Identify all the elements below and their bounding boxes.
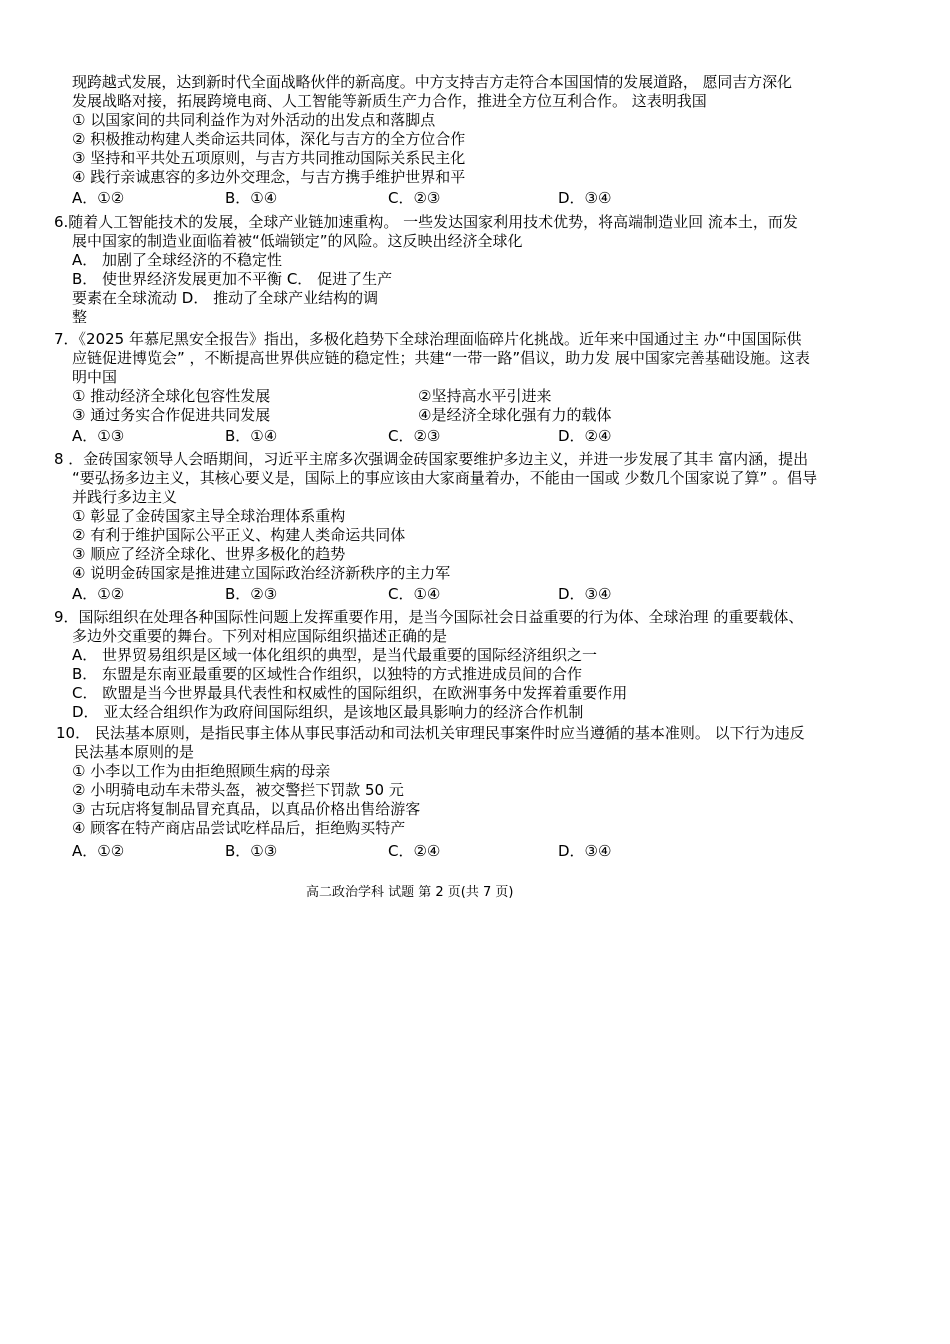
q7-statement-2: ②坚持高水平引进来 [418, 387, 552, 405]
q5-statement-4: ④ 践行亲诚惠容的多边外交理念，与吉方携手维护世界和平 [72, 168, 466, 186]
q5-statement-3: ③ 坚持和平共处五项原则，与吉方共同推动国际关系民主化 [72, 149, 466, 167]
q7-stem-line-2: 应链促进博览会” ，不断提高世界供应链的稳定性；共建“一带一路”倡议，助力发 展中国家完善基础设施。这表 [72, 349, 810, 367]
q8-statement-4: ④ 说明金砖国家是推进建立国际政治经济新秩序的主力军 [72, 564, 451, 582]
q9-stem-line-2: 多边外交重要的舞台。下列对相应国际组织描述正确的是 [72, 627, 448, 645]
q9-option-b[interactable]: B． 东盟是东南亚最重要的区域性合作组织，以独特的方式推进成员间的合作 [72, 665, 583, 683]
q8-stem-line-3: 并践行多边主义 [72, 488, 178, 506]
q6-option-line-3[interactable]: 要素在全球流动 D． 推动了全球产业结构的调 [72, 289, 379, 307]
q10-option-c[interactable]: C．②④ [388, 842, 441, 860]
q6-option-line-4[interactable]: 整 [72, 308, 88, 326]
q5-option-b[interactable]: B．①④ [225, 189, 278, 207]
q9-stem-line-1: 9．国际组织在处理各种国际性问题上发挥重要作用，是当今国际社会日益重要的行为体、全球治理 的重要载体、 [54, 608, 804, 626]
q5-option-d[interactable]: D．③④ [558, 189, 612, 207]
q10-stem-line-1: 10． 民法基本原则，是指民事主体从事民事活动和司法机关审理民事案件时应当遵循的基本准则。 以下行为违反 [56, 724, 805, 742]
q5-option-a[interactable]: A．①② [72, 189, 125, 207]
q10-option-d[interactable]: D．③④ [558, 842, 612, 860]
q7-option-a[interactable]: A．①③ [72, 427, 125, 445]
q7-option-d[interactable]: D．②④ [558, 427, 612, 445]
q7-stem-line-3: 明中国 [72, 368, 118, 386]
q8-statement-2: ② 有利于维护国际公平正义、构建人类命运共同体 [72, 526, 406, 544]
q8-option-a[interactable]: A．①② [72, 585, 125, 603]
q10-stem-line-2: 民法基本原则的是 [74, 743, 195, 761]
q7-statement-1: ① 推动经济全球化包容性发展 [72, 387, 271, 405]
q8-statement-3: ③ 顺应了经济全球化、世界多极化的趋势 [72, 545, 346, 563]
q7-statement-3: ③ 通过务实合作促进共同发展 [72, 406, 271, 424]
q8-option-c[interactable]: C．①④ [388, 585, 441, 603]
q7-option-b[interactable]: B．①④ [225, 427, 278, 445]
q8-stem-line-2: “要弘扬多边主义，其核心要义是，国际上的事应该由大家商量着办，不能由一国或 少数几个国家说了算” 。倡导 [72, 469, 818, 487]
page-footer: 高二政治学科 试题 第 2 页(共 7 页) [306, 885, 514, 900]
q10-statement-2: ② 小明骑电动车未带头盔，被交警拦下罚款 50 元 [72, 781, 404, 799]
q7-option-c[interactable]: C．②③ [388, 427, 441, 445]
q5-option-c[interactable]: C．②③ [388, 189, 441, 207]
q10-option-a[interactable]: A．①② [72, 842, 125, 860]
q10-statement-4: ④ 顾客在特产商店品尝试吃样品后，拒绝购买特产 [72, 819, 406, 837]
q7-statement-4: ④是经济全球化强有力的载体 [418, 406, 612, 424]
q5-stem-line-2: 发展战略对接，拓展跨境电商、人工智能等新质生产力合作，推进全方位互利合作。 这表明我国 [72, 92, 707, 110]
q5-statement-2: ② 积极推动构建人类命运共同体，深化与吉方的全方位合作 [72, 130, 466, 148]
q6-stem-line-1: 6.随着人工智能技术的发展，全球产业链加速重构。 一些发达国家利用技术优势，将高端制造业回 流本土，而发 [54, 213, 798, 231]
q6-option-line-1[interactable]: A． 加剧了全球经济的不稳定性 [72, 251, 283, 269]
q9-option-d[interactable]: D． 亚太经合组织作为政府间国际组织，是该地区最具影响力的经济合作机制 [72, 703, 584, 721]
q8-option-b[interactable]: B．②③ [225, 585, 278, 603]
q10-option-b[interactable]: B．①③ [225, 842, 278, 860]
q8-stem-line-1: 8 ．金砖国家领导人会晤期间，习近平主席多次强调金砖国家要维护多边主义，并进一步发展了其丰 富内涵，提出 [54, 450, 809, 468]
q9-option-c[interactable]: C． 欧盟是当今世界最具代表性和权威性的国际组织，在欧洲事务中发挥着重要作用 [72, 684, 628, 702]
q6-stem-line-2: 展中国家的制造业面临着被“低端锁定”的风险。这反映出经济全球化 [72, 232, 523, 250]
q9-option-a[interactable]: A． 世界贸易组织是区域一体化组织的典型，是当代最重要的国际经济组织之一 [72, 646, 598, 664]
q5-statement-1: ① 以国家间的共同利益作为对外活动的出发点和落脚点 [72, 111, 436, 129]
q8-option-d[interactable]: D．③④ [558, 585, 612, 603]
q8-statement-1: ① 彰显了金砖国家主导全球治理体系重构 [72, 507, 346, 525]
q5-stem-line-1: 现跨越式发展，达到新时代全面战略伙伴的新高度。中方支持吉方走符合本国国情的发展道路， 愿同吉方深化 [72, 73, 792, 91]
q6-option-line-2[interactable]: B． 使世界经济发展更加不平衡 C． 促进了生产 [72, 270, 393, 288]
q7-stem-line-1: 7．《2025 年慕尼黑安全报告》指出，多极化趋势下全球治理面临碎片化挑战。近年来中国通过主 办“中国国际供 [54, 330, 802, 348]
q10-statement-1: ① 小李以工作为由拒绝照顾生病的母亲 [72, 762, 331, 780]
q10-statement-3: ③ 古玩店将复制品冒充真品，以真品价格出售给游客 [72, 800, 421, 818]
